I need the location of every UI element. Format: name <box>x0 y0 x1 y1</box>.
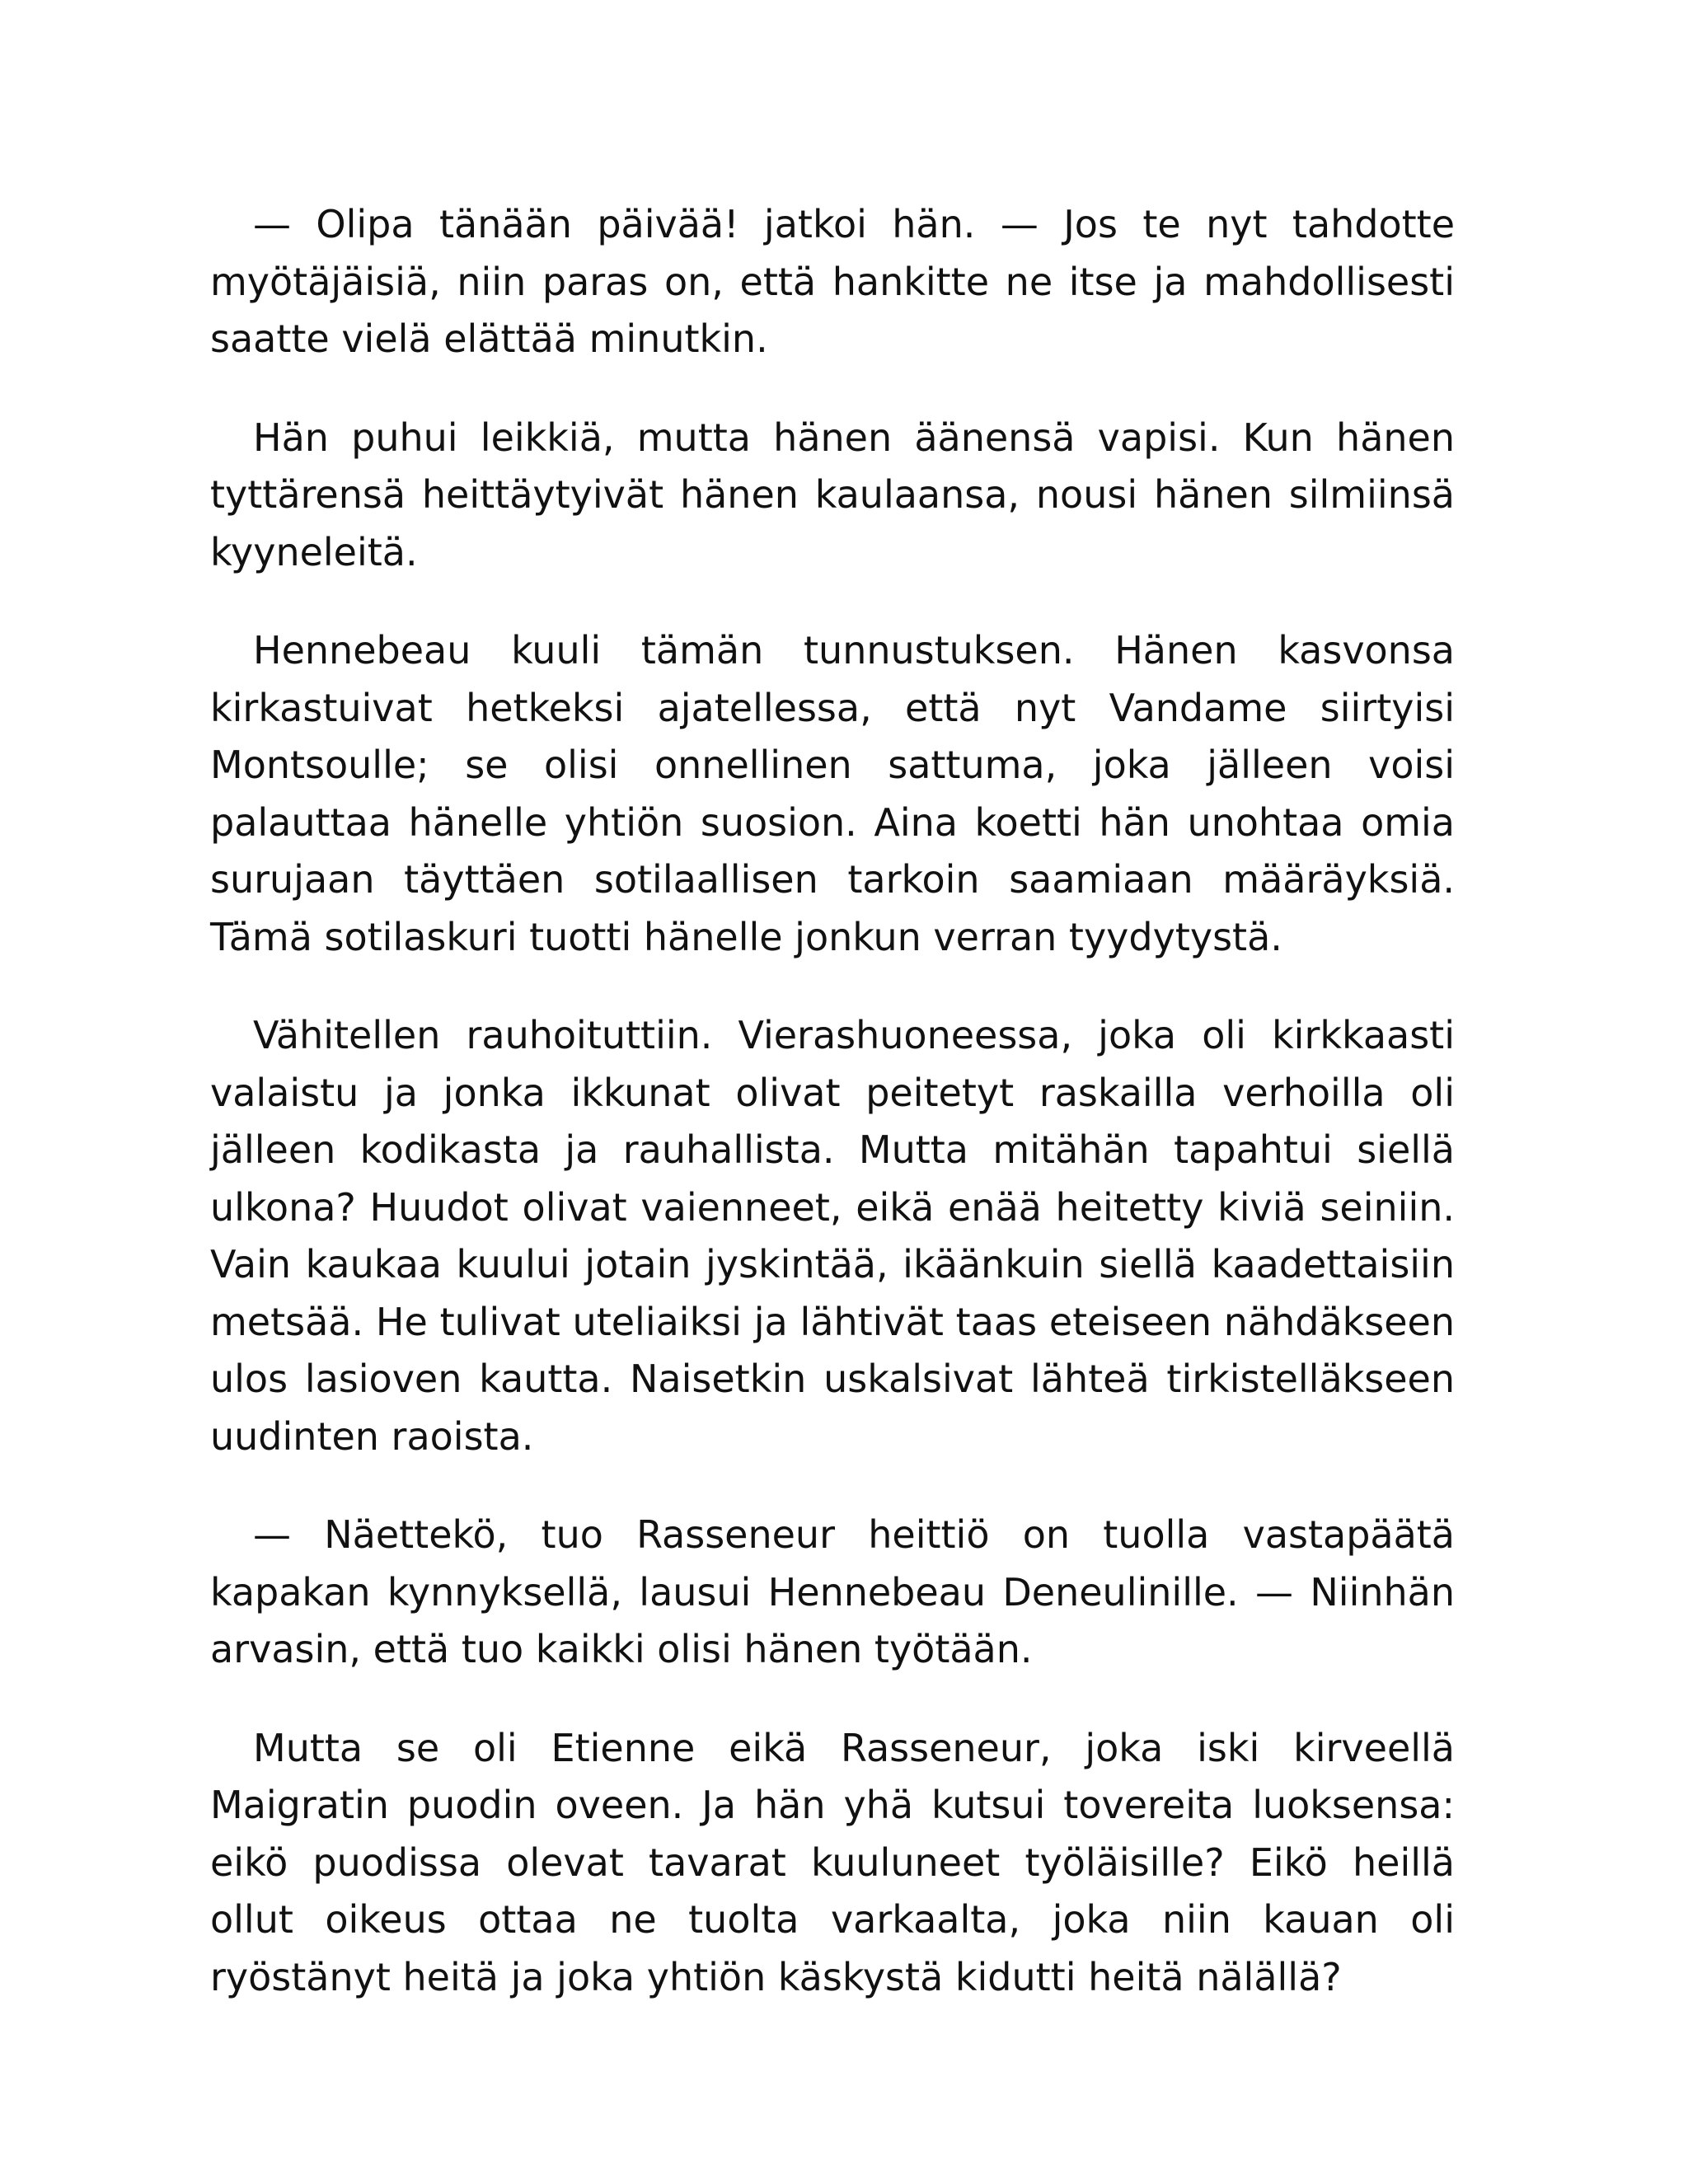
paragraph-3: Hennebeau kuuli tämän tunnustuksen. Hänen kasvonsa kirkastuivat hetkeksi ajatellessa, että nyt Vandame siirtyisi Montsoulle; se olisi onnellinen sattuma, joka jälleen voisi palauttaa hänelle yhtiön suosion. Aina koetti hän unohtaa omia surujaan täyttäen sotilaallisen tarkoin saamiaan määräyksiä. Tämä sotilaskuri tuotti hänelle jonkun verran tyydytystä. <box>210 628 1455 959</box>
paragraph-6: Mutta se oli Etienne eikä Rasseneur, joka iski kirveellä Maigratin puodin oveen. Ja hän yhä kutsui tovereita luoksensa: eikö puodissa olevat tavarat kuuluneet työläisille? Eikö heillä ollut oikeus ottaa ne tuolta varkaalta, joka niin kauan oli ryöstänyt heitä ja joka yhtiön käskystä kidutti heitä nälällä? <box>210 1725 1455 1999</box>
paragraph-5: — Näettekö, tuo Rasseneur heittiö on tuolla vastapäätä kapakan kynnyksellä, lausui Hennebeau Deneulinille. — Niinhän arvasin, että tuo kaikki olisi hänen työtään. <box>210 1512 1455 1671</box>
paragraph-4: Vähitellen rauhoituttiin. Vierashuoneessa, joka oli kirkkaasti valaistu ja jonka ikkunat olivat peitetyt raskailla verhoilla oli jälleen kodikasta ja rauhallista. Mutta mitähän tapahtui siellä ulkona? Huudot olivat vaienneet, eikä enää heitetty kiviä seiniin. Vain kaukaa kuului jotain jyskintää, ikäänkuin siellä kaadettaisiin metsää. He tulivat uteliaiksi ja lähtivät taas eteiseen nähdäkseen ulos lasioven kautta. Naisetkin uskalsivat lähteä tirkistelläkseen uudinten raoista. <box>210 1013 1455 1459</box>
paragraph-1: — Olipa tänään päivää! jatkoi hän. — Jos te nyt tahdotte myötäjäisiä, niin paras on, että hankitte ne itse ja mahdollisesti saatte vielä elättää minutkin. <box>210 202 1455 361</box>
paragraph-2: Hän puhui leikkiä, mutta hänen äänensä vapisi. Kun hänen tyttärensä heittäytyivät hänen kaulaansa, nousi hänen silmiinsä kyyneleitä. <box>210 415 1455 574</box>
document-page <box>210 196 1455 2006</box>
